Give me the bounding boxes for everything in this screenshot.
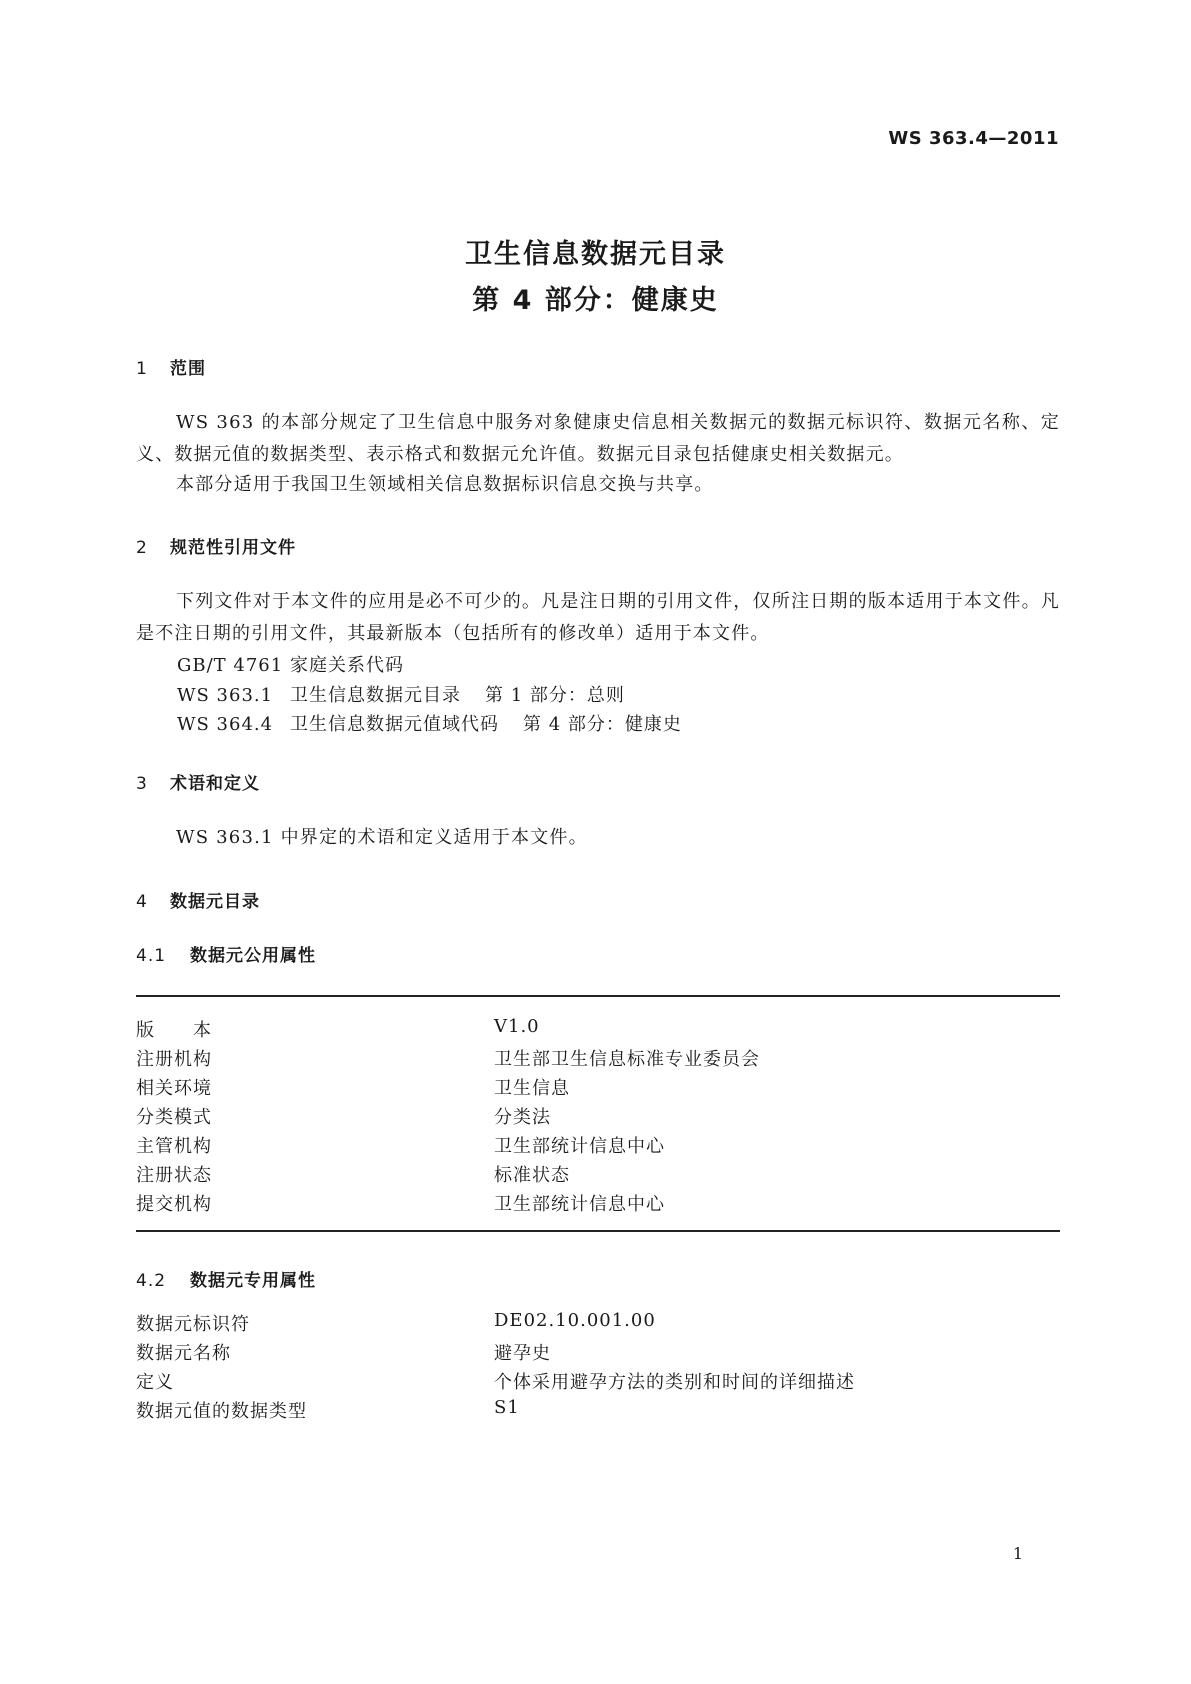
paragraph: WS 363.1 中界定的术语和定义适用于本文件。	[176, 827, 588, 848]
attribute-key: 分类模式	[136, 1107, 212, 1128]
reference-title: 卫生信息数据元目录	[290, 685, 461, 706]
attribute-value: 卫生部卫生信息标准专业委员会	[494, 1049, 760, 1070]
table-bottom-rule	[136, 1230, 1060, 1232]
section-number: 4	[136, 892, 148, 912]
paragraph: 下列文件对于本文件的应用是必不可少的。凡是注日期的引用文件，仅所注日期的版本适用于本文件。凡是不注日期的引用文件，其最新版本（包括所有的修改单）适用于本文件。	[136, 591, 1060, 644]
section-4-heading	[136, 887, 260, 912]
document-title: 卫生信息数据元目录	[465, 239, 726, 270]
section-3-heading	[136, 769, 260, 794]
attribute-key: 数据元值的数据类型	[136, 1401, 307, 1422]
section-title: 规范性引用文件	[170, 538, 296, 558]
attribute-value: 卫生信息	[494, 1078, 570, 1099]
attribute-key: 定义	[136, 1372, 174, 1393]
attribute-value: 标准状态	[494, 1165, 570, 1186]
paragraph: 本部分适用于我国卫生领域相关信息数据标识信息交换与共享。	[176, 474, 714, 495]
table-top-rule	[136, 995, 1060, 997]
attribute-value: V1.0	[494, 1016, 540, 1037]
document-subtitle: 第 4 部分：健康史	[472, 285, 719, 316]
section-number: 1	[136, 359, 148, 379]
attribute-key: 注册机构	[136, 1049, 212, 1070]
attribute-key: 提交机构	[136, 1194, 212, 1215]
page-number: 1	[1012, 1544, 1023, 1563]
standard-number: WS 363.4—2011	[888, 128, 1059, 149]
attribute-key: 数据元名称	[136, 1343, 231, 1364]
section-title: 数据元专用属性	[190, 1271, 316, 1291]
reference-item	[177, 681, 625, 707]
reference-code: WS 363.1	[177, 685, 274, 706]
section-1-heading	[136, 354, 206, 379]
reference-code: WS 364.4	[177, 714, 274, 735]
attribute-value: 分类法	[494, 1107, 551, 1128]
reference-part: 第 4 部分：健康史	[523, 714, 682, 735]
attribute-key: 注册状态	[136, 1165, 212, 1186]
attribute-value: DE02.10.001.00	[494, 1310, 656, 1331]
section-number: 3	[136, 774, 148, 794]
paragraph: WS 363 的本部分规定了卫生信息中服务对象健康史信息相关数据元的数据元标识符、数据元名称、定义、数据元值的数据类型、表示格式和数据元允许值。数据元目录包括健康史相关数据元。	[136, 412, 1060, 465]
reference-title: 家庭关系代码	[290, 655, 404, 676]
attribute-key: 相关环境	[136, 1078, 212, 1099]
reference-item	[177, 710, 682, 736]
reference-title: 卫生信息数据元值域代码	[290, 714, 499, 735]
reference-part: 第 1 部分：总则	[485, 685, 625, 706]
attribute-value: 卫生部统计信息中心	[494, 1136, 665, 1157]
reference-item	[177, 651, 404, 677]
attribute-value: 个体采用避孕方法的类别和时间的详细描述	[494, 1372, 855, 1393]
attribute-key: 版 本	[136, 1020, 212, 1041]
section-2-heading	[136, 533, 296, 558]
attribute-key: 数据元标识符	[136, 1314, 250, 1335]
attribute-value: 卫生部统计信息中心	[494, 1194, 665, 1215]
attribute-key: 主管机构	[136, 1136, 212, 1157]
section-title: 数据元目录	[170, 892, 260, 912]
section-number: 4.2	[136, 1271, 167, 1291]
attribute-value: S1	[494, 1397, 520, 1418]
section-number: 4.1	[136, 946, 167, 966]
reference-code: GB/T 4761	[177, 655, 284, 676]
section-title: 数据元公用属性	[190, 946, 316, 966]
section-4-2-heading	[136, 1266, 316, 1291]
section-4-1-heading	[136, 941, 316, 966]
attribute-value: 避孕史	[494, 1343, 551, 1364]
section-title: 范围	[170, 359, 206, 379]
section-title: 术语和定义	[170, 774, 260, 794]
section-number: 2	[136, 538, 148, 558]
